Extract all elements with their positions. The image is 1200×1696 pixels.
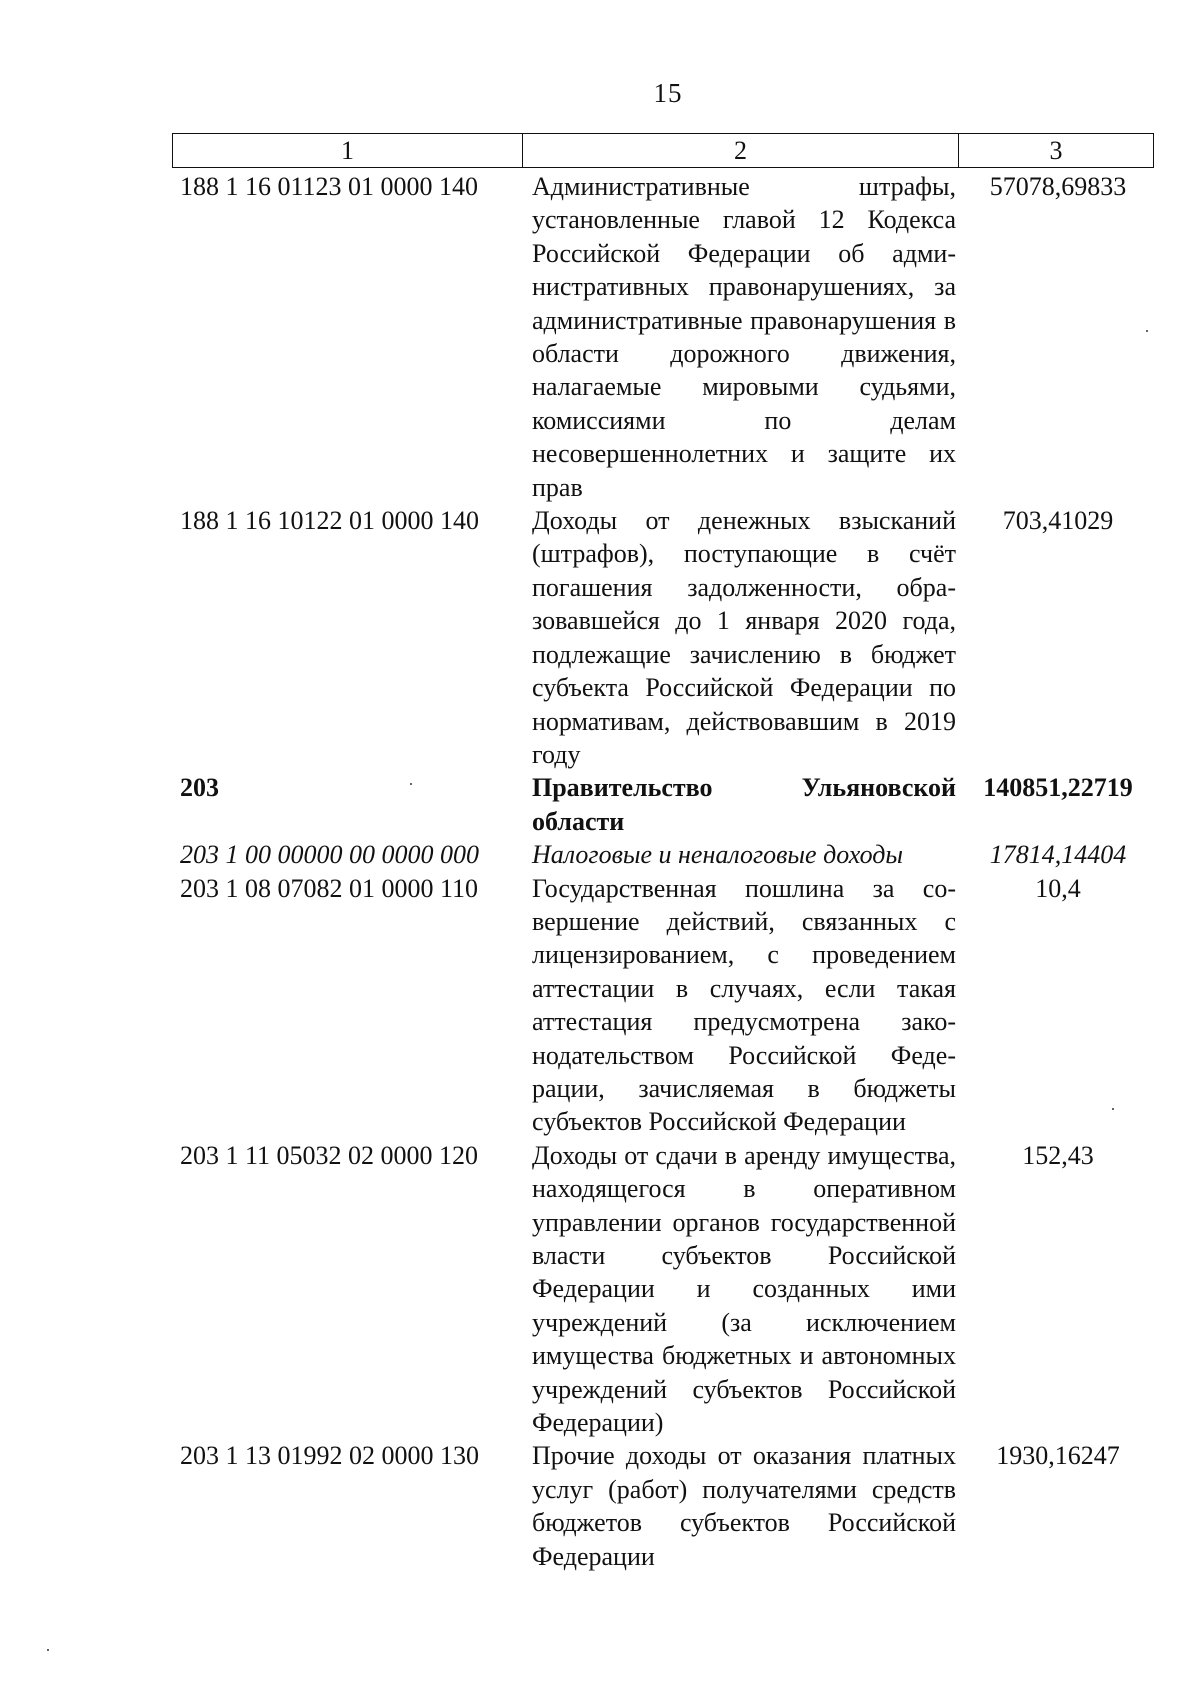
table-row bbox=[172, 1439, 1154, 1573]
amount: 152,43 bbox=[1022, 1140, 1094, 1170]
table-row bbox=[172, 872, 1154, 1139]
amount: 1930,16247 bbox=[996, 1441, 1120, 1471]
header-column-1: 1 bbox=[173, 134, 523, 167]
header-column-3: 3 bbox=[1049, 135, 1063, 165]
header-column-2: 2 bbox=[523, 134, 959, 167]
table-row-administrator bbox=[172, 771, 1154, 838]
income-name: Доходы от денежных взысканий (штрафов), поступающие в счёт погашения задолженности, образовавшейся до 1 января 2020 года, подлежащие зачислению в бюджет субъекта Российской Федерации по нормативам, действовавшим в 2019 году bbox=[532, 506, 956, 769]
income-name: Доходы от сдачи в аренду имущества, находящегося в оперативном управлении органов государственной власти субъектов Российской Федерации и созданных ими учреждений (за исключением имущества бюджетных и автономных учреждений субъектов Российской Федерации) bbox=[532, 1140, 956, 1438]
page-number: 15 bbox=[653, 78, 683, 108]
budget-code: 203 1 00 00000 00 0000 000 bbox=[180, 840, 479, 870]
administrator-code: 203 bbox=[180, 773, 219, 803]
table-header bbox=[172, 133, 1154, 168]
administrator-name: Правительство Ульяновской области bbox=[532, 773, 956, 836]
scan-speck bbox=[1112, 1108, 1114, 1110]
income-name: Налоговые и неналоговые доходы bbox=[532, 840, 904, 870]
administrator-amount: 140851,22719 bbox=[983, 773, 1133, 803]
budget-code: 188 1 16 01123 01 0000 140 bbox=[180, 172, 479, 201]
amount: 703,41029 bbox=[1002, 506, 1114, 536]
budget-code: 203 1 13 01992 02 0000 130 bbox=[180, 1441, 479, 1471]
amount: 17814,14404 bbox=[989, 840, 1127, 870]
scan-speck bbox=[47, 1649, 49, 1651]
amount: 57078,69833 bbox=[989, 172, 1127, 201]
table-row bbox=[172, 504, 1154, 771]
income-name: Административные штрафы, установленные главой 12 Кодекса Российской Федерации об административных правонарушениях, за административные правонарушения в области дорожного движения, налагаемые мировыми судьями, комиссиями по делам несовершеннолетних и защите их прав bbox=[532, 172, 956, 502]
amount: 10,4 bbox=[1035, 873, 1081, 903]
income-name: Прочие доходы от оказания платных услуг (работ) получателями средств бюджетов субъектов Российской Федерации bbox=[532, 1441, 956, 1571]
budget-code: 188 1 16 10122 01 0000 140 bbox=[180, 506, 479, 536]
table-row bbox=[172, 1139, 1154, 1440]
income-name: Государственная пошлина за совершение действий, связанных с лицензированием, с проведением аттестации в случаях, если такая аттестация предусмотрена законодательством Российской Федерации, зачисляемая в бюджеты субъектов Российской Федерации bbox=[532, 873, 956, 1137]
scan-speck bbox=[410, 783, 412, 785]
budget-code: 203 1 08 07082 01 0000 110 bbox=[180, 873, 479, 903]
table-row bbox=[172, 170, 1154, 504]
budget-code: 203 1 11 05032 02 0000 120 bbox=[180, 1140, 479, 1170]
table-row-subtotal bbox=[172, 838, 1154, 871]
scan-speck bbox=[1146, 330, 1148, 332]
table-body bbox=[172, 170, 1154, 1573]
